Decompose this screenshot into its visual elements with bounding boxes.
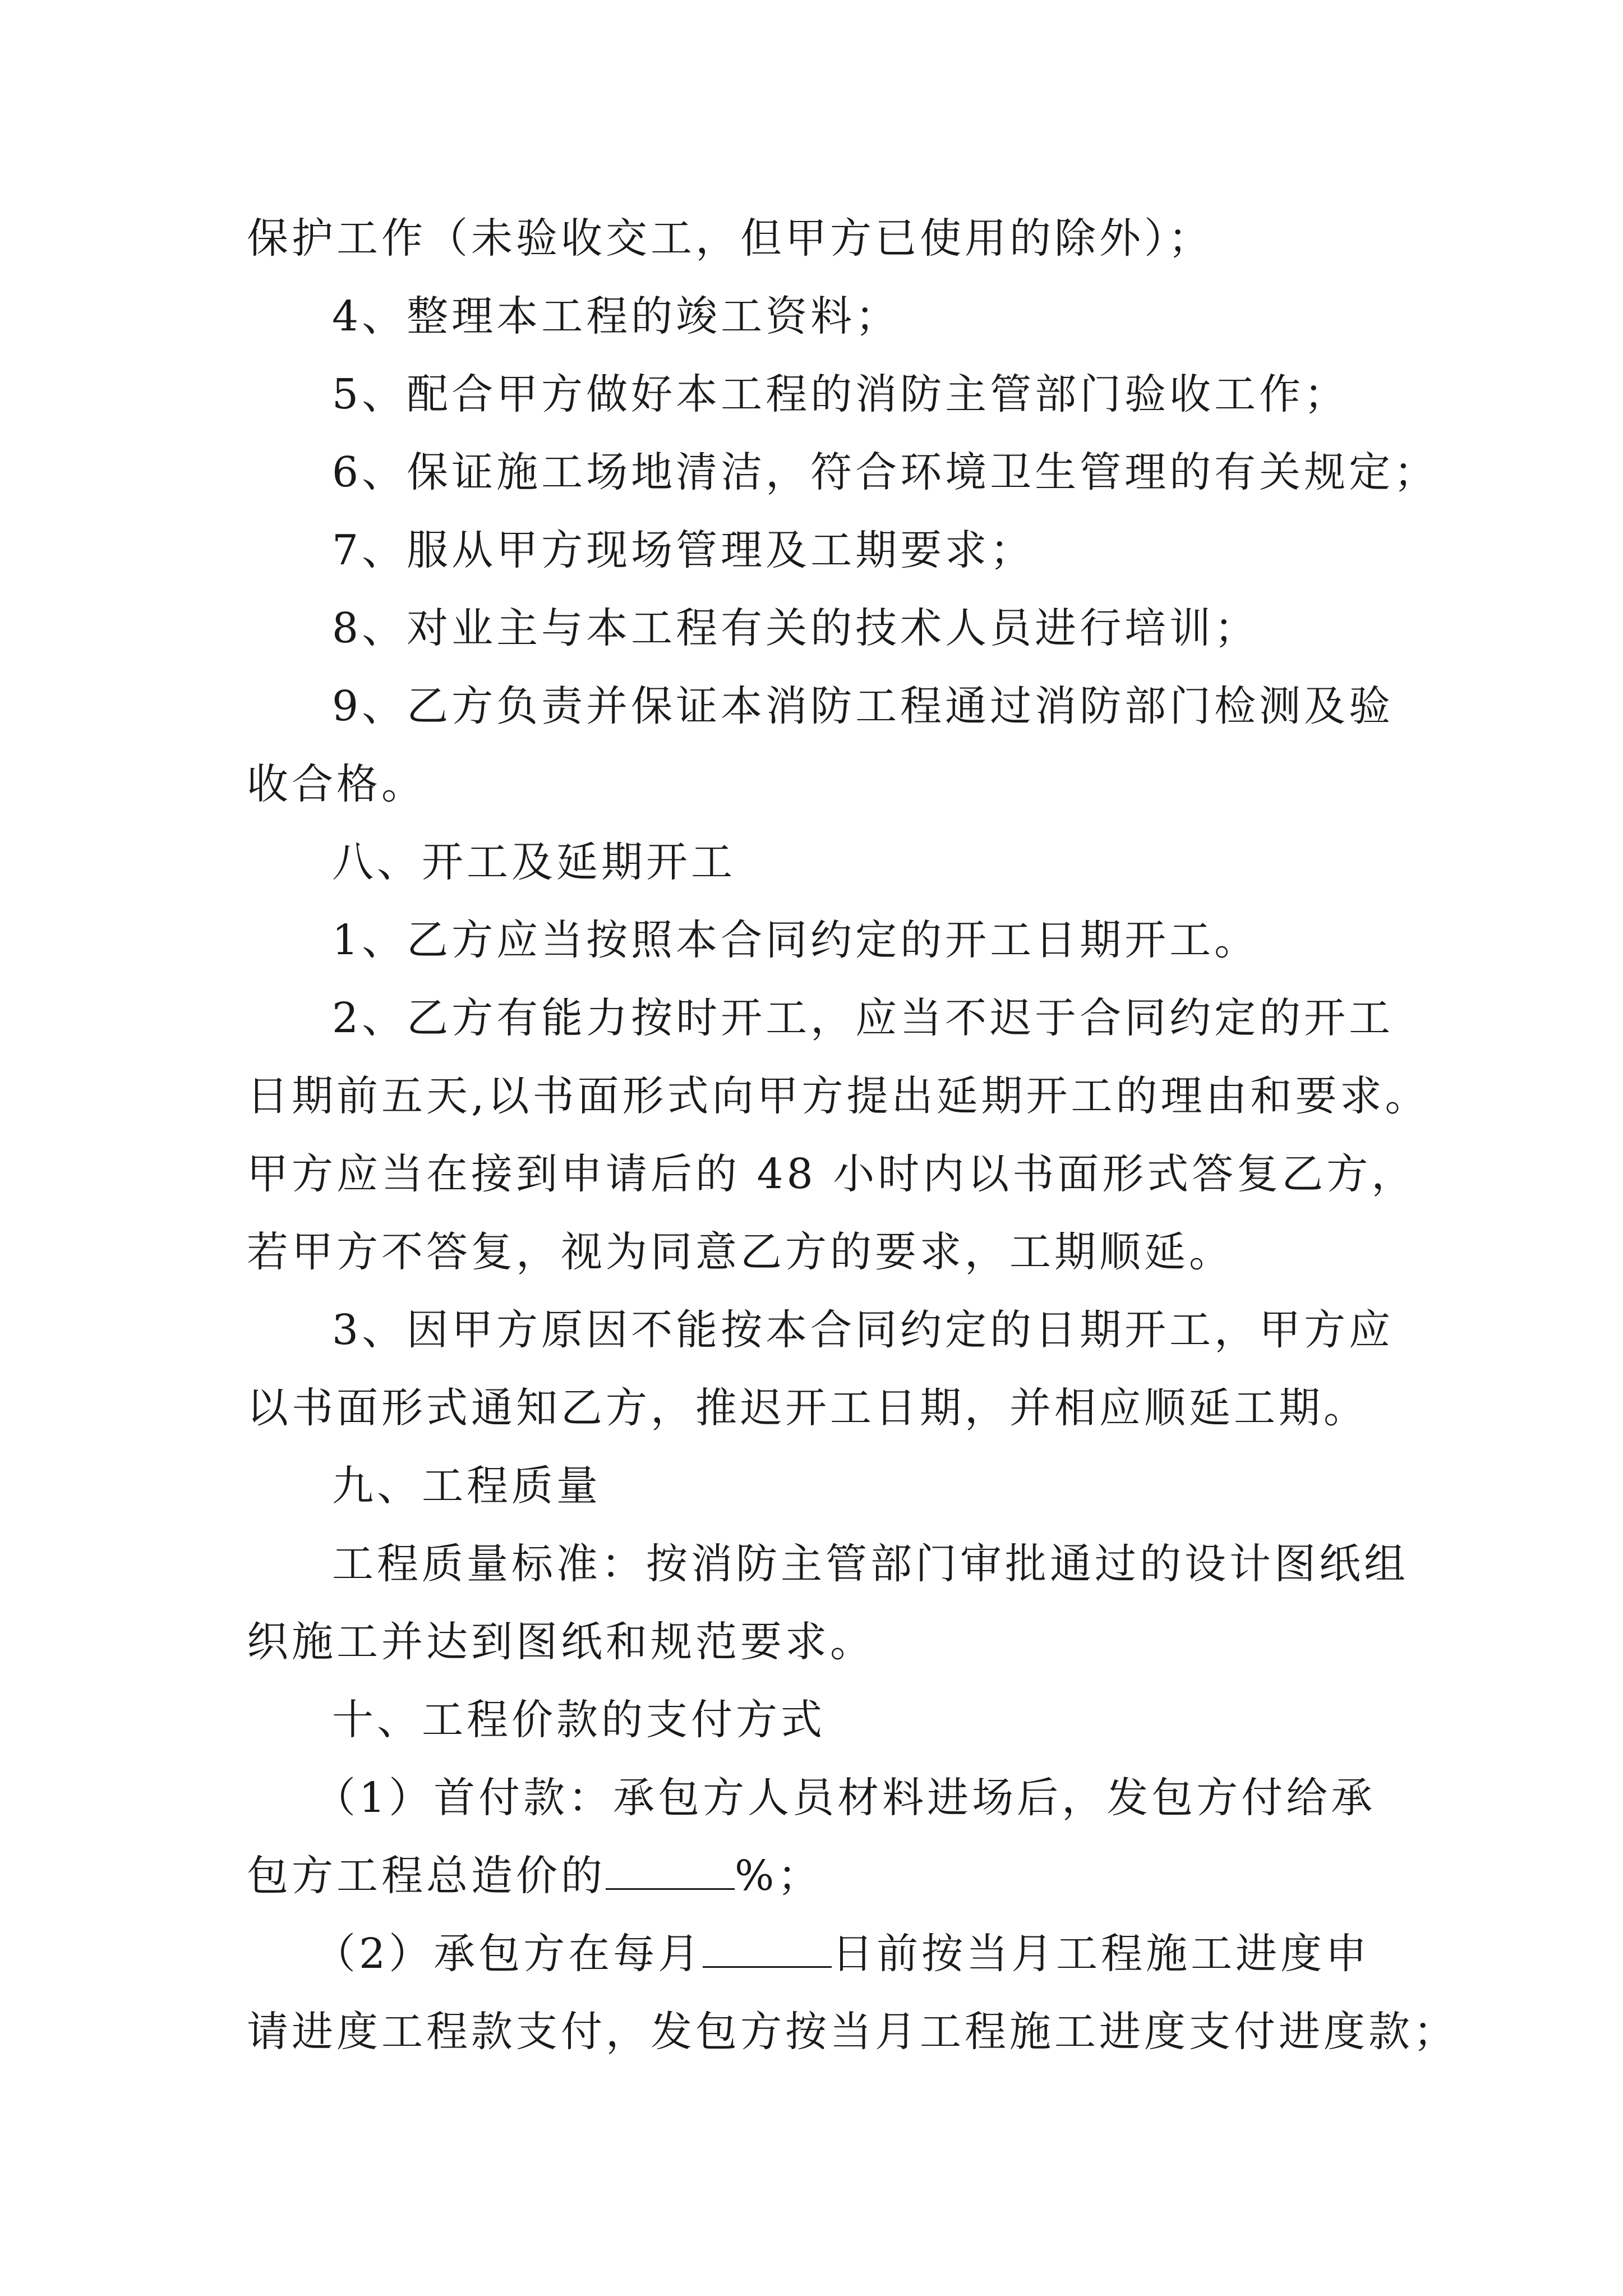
monthly-label: （2）承包方在每月 (314, 1930, 703, 1978)
payment-item-2 (247, 1915, 1391, 1993)
fill-in-blank[interactable] (703, 1932, 832, 1968)
section-8-item-2: 2、乙方有能力按时开工，应当不迟于合同约定的开工 (332, 994, 1394, 1042)
section-heading-10: 十、工程价款的支付方式 (332, 1696, 826, 1744)
list-item-4: 4、整理本工程的竣工资料； (332, 292, 901, 341)
section-heading-9: 九、工程质量 (332, 1462, 601, 1510)
percent-suffix: %； (735, 1852, 823, 1900)
fill-in-blank[interactable] (606, 1855, 735, 1890)
contract-text (247, 200, 1458, 2071)
list-item-9: 9、乙方负责并保证本消防工程通过消防部门检测及验 (332, 682, 1394, 730)
section-8-item-3: 3、因甲方原因不能按本合同约定的日期开工，甲方应 (332, 1306, 1394, 1354)
paragraph-line: 收合格。 (247, 760, 426, 808)
paragraph-line: 若甲方不答复，视为同意乙方的要求，工期顺延。 (247, 1228, 1234, 1276)
paragraph-line: 织施工并达到图纸和规范要求。 (247, 1618, 875, 1666)
monthly-suffix: 日前按当月工程施工进度申 (832, 1930, 1371, 1978)
paragraph-line: 日期前五天,以书面形式向甲方提出延期开工的理由和要求。 (247, 1072, 1430, 1120)
quality-standard: 工程质量标准：按消防主管部门审批通过的设计图纸组 (332, 1540, 1409, 1588)
section-heading-8: 八、开工及延期开工 (332, 838, 736, 886)
list-item-8: 8、对业主与本工程有关的技术人员进行培训； (332, 604, 1260, 652)
list-item-6: 6、保证施工场地清洁，符合环境卫生管理的有关规定； (332, 448, 1439, 496)
paragraph-line: 甲方应当在接到申请后的 48 小时内以书面形式答复乙方， (247, 1150, 1417, 1198)
payment-item-1-continued (247, 1837, 1391, 1915)
payment-item-1: （1）首付款：承包方人员材料进场后，发包方付给承 (314, 1774, 1376, 1822)
paragraph-line: 以书面形式通知乙方，推迟开工日期，并相应顺延工期。 (247, 1384, 1368, 1432)
list-item-5: 5、配合甲方做好本工程的消防主管部门验收工作； (332, 370, 1349, 418)
paragraph-line: 保护工作（未验收交工，但甲方已使用的除外）； (247, 214, 1213, 263)
payment-percent-label: 包方工程总造价的 (247, 1852, 606, 1900)
list-item-7: 7、服从甲方现场管理及工期要求； (332, 526, 1035, 574)
section-8-item-1: 1、乙方应当按照本合同约定的开工日期开工。 (332, 916, 1260, 964)
paragraph-line: 请进度工程款支付，发包方按当月工程施工进度支付进度款； (247, 2008, 1458, 2056)
